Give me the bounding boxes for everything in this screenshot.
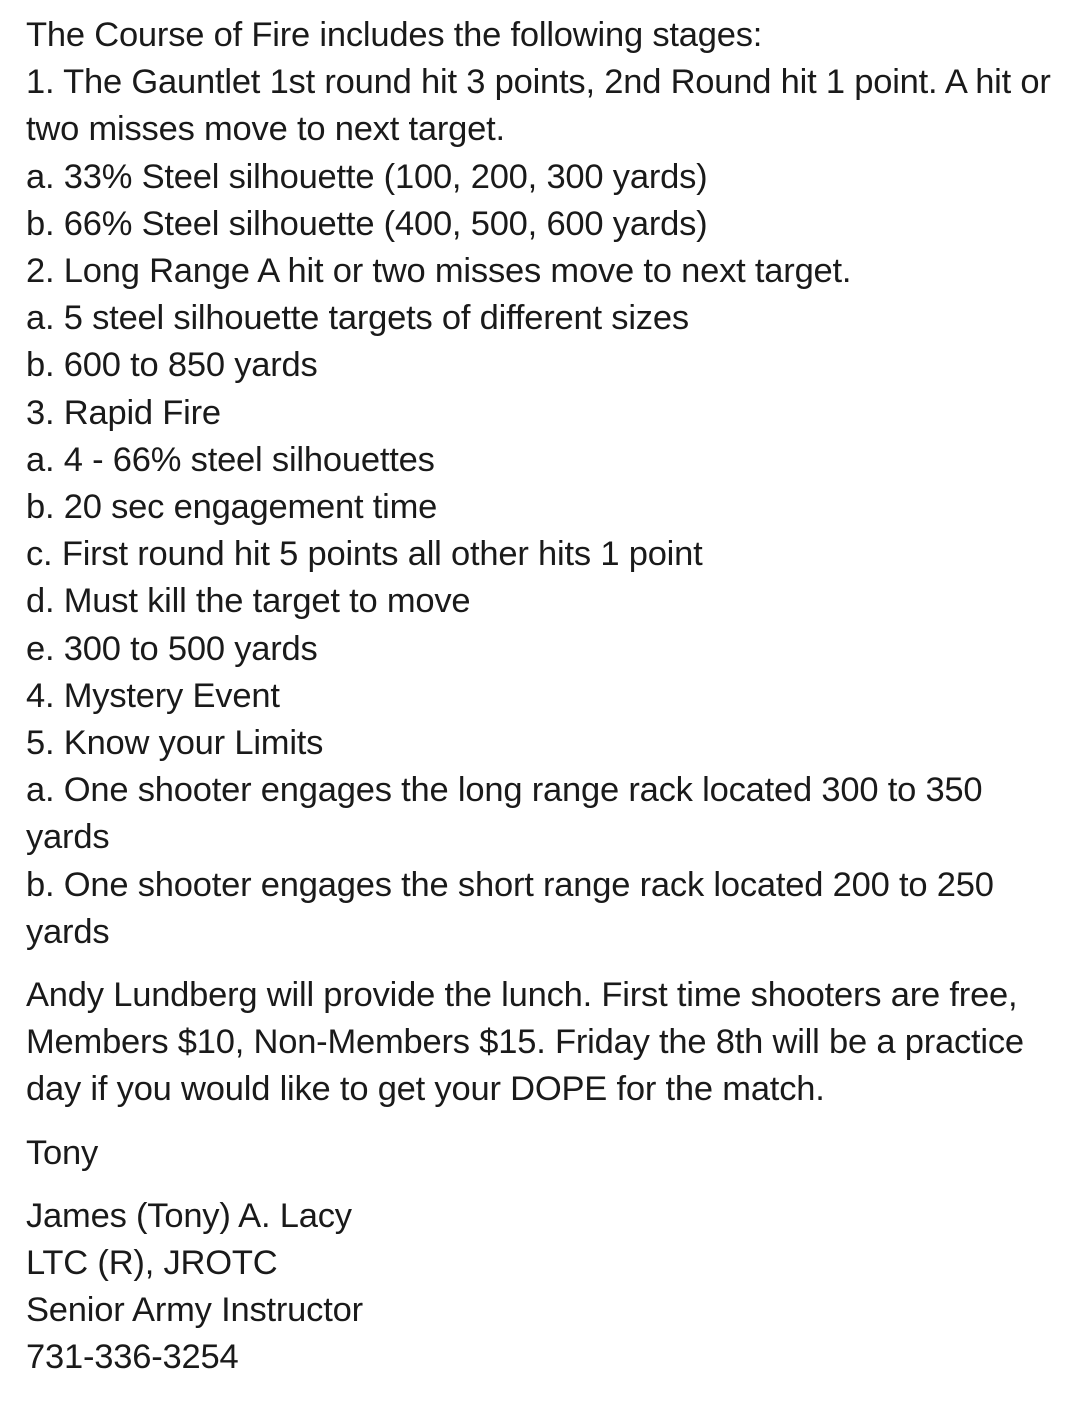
paragraph-spacer [26,956,1066,972]
signature-title: Senior Army Instructor [26,1291,363,1330]
stage-1-gauntlet: 1. The Gauntlet 1st round hit 3 points, 2nd Round hit 1 point. A hit or two misses move to next target. [26,63,1051,149]
stage-5-know-your-limits: 5. Know your Limits [26,724,324,763]
signature-name: James (Tony) A. Lacy [26,1196,352,1235]
stage-3-item-e: e. 300 to 500 yards [26,629,318,668]
signature-rank: LTC (R), JROTC [26,1244,278,1283]
stage-5-item-b: b. One shooter engages the short range rack located 200 to 250 yards [26,865,994,951]
stage-5-item-a: a. One shooter engages the long range rack located 300 to 350 yards [26,771,983,857]
stage-2-long-range: 2. Long Range A hit or two misses move to next target. [26,252,852,291]
stages-intro: The Course of Fire includes the following stages: [26,16,763,54]
stage-2-item-a: a. 5 steel silhouette targets of different sizes [26,299,689,338]
paragraph-spacer [26,1114,1066,1130]
paragraph-spacer [26,1177,1066,1193]
stage-3-item-d: d. Must kill the target to move [26,582,471,621]
stage-3-item-c: c. First round hit 5 points all other hits 1 point [26,535,703,574]
signature-block [26,1193,1066,1382]
stage-1-item-a: a. 33% Steel silhouette (100, 200, 300 yards) [26,157,708,196]
stage-1-item-b: b. 66% Steel silhouette (400, 500, 600 yards) [26,204,708,243]
stage-4-mystery-event: 4. Mystery Event [26,676,280,715]
signature-phone: 731-336-3254 [26,1338,239,1377]
stage-3-item-b: b. 20 sec engagement time [26,488,438,527]
stage-3-rapid-fire: 3. Rapid Fire [26,393,221,432]
lunch-paragraph: Andy Lundberg will provide the lunch. First time shooters are free, Members $10, Non-Members $15. Friday the 8th will be a practice day if you would like to get your DOPE for the match. [26,976,1024,1109]
stage-3-item-a: a. 4 - 66% steel silhouettes [26,440,435,479]
signoff: Tony [26,1133,99,1172]
document-body [26,12,1066,1382]
stages-list [26,59,1066,956]
stage-2-item-b: b. 600 to 850 yards [26,346,318,385]
